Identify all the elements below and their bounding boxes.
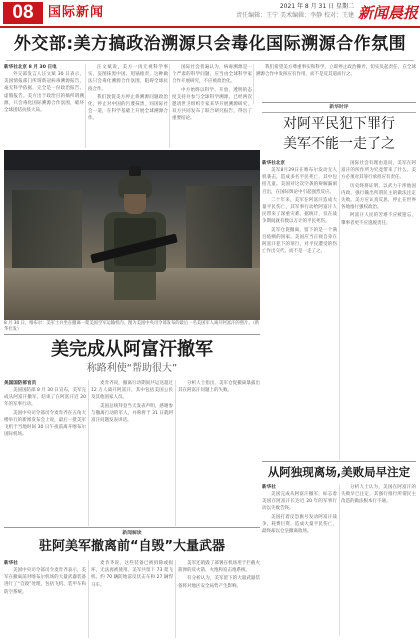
story2-paragraph: 美国总统拜登当天发表声明，感谢参与撤离行动的军人，并称将于 31 日就阿富汗问题发表讲话。 — [91, 403, 173, 424]
story4-column-2 — [91, 560, 173, 638]
story3-paragraph: 美国完成从阿富汗撤军，标志着美国在阿富汗长达近 20 年的军事行动以失败告终。 — [262, 492, 337, 512]
story3-headline: 从阿独现离场,美败局早注定 — [267, 465, 411, 479]
commentary-column-2 — [341, 160, 416, 460]
tag-rule — [262, 112, 416, 113]
commentary-headline-line1: 对阿平民犯下罪行 — [283, 116, 395, 132]
story2-column-2 — [91, 380, 173, 526]
lead-paragraph: 我们希望美方尊重事实和科学，立即停止政治操弄，切实负起责任，在全球溯源合作中发挥应有作用，而不是反其道而行之。 — [256, 65, 416, 78]
story2-byline: 美国国防部官员 — [4, 381, 37, 386]
section-divider — [262, 461, 416, 462]
commentary-headline-line2: 美军不能一走了之 — [283, 136, 395, 152]
column-divider — [88, 380, 89, 526]
lead-column-4 — [256, 64, 416, 102]
story3-paragraph: 美国打着反恐旗号发动阿富汗战争，耗费巨资，造成大量平民伤亡，最终却以仓皇撤离收场。 — [262, 514, 337, 535]
story3-paragraph: 分析人士认为，美国在阿富汗的失败早已注定，其强行推行所谓民主改造的做法根本行不通。 — [341, 485, 416, 505]
lead-byline: 新华社北京 8 月 30 日电 — [4, 65, 57, 70]
story4-paragraph: 麦肯齐说，这些装备已被拆除或损坏，无法再被使用。美军共留下 73 架飞机、约 70 辆防地雷反伏击车和 27 辆悍马车。 — [91, 561, 173, 588]
commentary-paragraph: 美军8月29日在喀布尔发动无人机袭击，造成多名平民死亡，其中包括儿童。美国对这次空袭的辩解漏洞百出，在国际舆论中引起强烈反应。 — [262, 168, 337, 195]
commentary-tag: 新华时评 — [329, 105, 349, 110]
page-header — [0, 0, 420, 26]
commentary-paragraph: 国际社会有理由追问，美军在阿富汗的所作所为究竟带来了什么。美方必须对其罪行承担应有责任。 — [341, 161, 416, 181]
section-divider — [4, 527, 260, 528]
story2-headline: 美完成从阿富汗撤军 — [51, 339, 213, 360]
column-divider — [175, 560, 176, 638]
commentary-paragraph: 历史终将证明，以武力干涉他国内政、强行输出所谓民主的做法注定失败。美方应认真反思，停止在世界各地推行强权政治。 — [341, 183, 416, 211]
story2-paragraph: 分析人士指出，美军仓促撤离暴露出其在阿富汗问题上的失败。 — [178, 381, 260, 394]
story2-column-1 — [4, 380, 86, 526]
column-divider — [253, 64, 254, 104]
lead-paragraph: 中方始终以科学、开放、透明的态度支持并参与全球科学溯源，已经两次邀请世卫组织专家来华开展溯源研究，双方共同发布了联合研究报告，得出了重要结论。 — [172, 87, 252, 122]
commentary-paragraph: 二十年来，美军在阿富汗造成大量平民伤亡，其军事行动给阿富汗人民带来了深重灾难。据统计，仅在战争期间就有数以万计的平民死伤。 — [262, 197, 337, 225]
page-number: 08 — [3, 2, 43, 24]
lead-headline: 外交部:美方搞政治溯源只会毒化国际溯源合作氛围 — [13, 34, 407, 54]
column-divider — [88, 560, 89, 638]
section-title: 国际新闻 — [48, 5, 105, 20]
story4-headline: 驻阿美军撤离前“自毁”大量武器 — [38, 539, 226, 554]
story4-byline: 新华社 — [4, 561, 18, 566]
section-divider — [262, 102, 416, 103]
lead-paragraph: 我们敦促美方停止将溯源问题政治化，停止对中国的污蔑抹黑，同国际社会一道，在科学基础上开展全球溯源合作。 — [88, 94, 168, 122]
story2-paragraph: 美国国防部 8 月 30 日宣布，美军完成从阿富汗撤军，结束了在阿富汗近 20 年的军事行动。 — [4, 388, 86, 408]
commentary-paragraph: 阿富汗人民的苦难不应被遗忘，肇事者更不应逃脱责任。 — [341, 213, 416, 226]
lead-paragraph: 外交部发言人汪文斌 30 日表示，美国情报部门所谓新冠病毒溯源报告，毫无科学依据，完全是一份政治报告、虚假报告。美方出于政治目的搞所谓溯源，只会毒化国际溯源合作氛围，破坏全球团结抗疫大局。 — [4, 72, 84, 114]
newspaper-logo: 新闻晨报 — [358, 4, 419, 22]
story3-byline: 新华社 — [262, 485, 276, 490]
lead-column-1 — [4, 64, 84, 148]
soldier-figure — [96, 172, 174, 300]
story2-paragraph: 美国中央司令部司令麦肯齐在五角大楼举行的新闻发布会上说，最后一批美军飞机于当地时间 30 日午夜前离开喀布尔国际机场。 — [4, 410, 86, 438]
lead-column-2 — [88, 64, 168, 148]
story4-paragraph: 有分析认为，美军留下的大量武器装备将对地区安全局势产生影响。 — [178, 576, 260, 589]
story4-paragraph: 美国中央司令部司令麦肯齐表示，美军在撤离前对喀布尔机场的大量武器装备进行了“自毁”处理，包括飞机、装甲车和防空系统。 — [4, 568, 86, 595]
section-divider — [4, 334, 260, 335]
story3-column-2 — [341, 484, 416, 636]
story3-column-1 — [262, 484, 337, 636]
commentary-byline: 新华社北京 — [262, 161, 285, 166]
lead-column-3 — [172, 64, 252, 148]
story2-paragraph: 麦肯齐说，撤离行动期间共运送超过 12 万人离开阿富汗，其中包括美国公民及其他国家人员。 — [91, 381, 173, 401]
story4-tag: 新闻解读 — [122, 531, 142, 536]
commentary-paragraph: 美军仓促撤离，留下的是一个满目疮痍的国家。美国应当正视自身在阿富汗犯下的罪行，对平民遭受的伤亡作出交代，而不是一走了之。 — [262, 227, 337, 255]
story2-subheadline: 称路利使“帮助很大” — [86, 363, 178, 374]
photo-caption: 8 月 30 日，喀布尔：美军士兵坐在撤离一架美国空军运输机内。图为美国中央司令部发布的最后一名美国军人离开阿富汗的照片。（新华社发） — [4, 321, 260, 332]
lead-paragraph: 国际社会普遍认为，病毒溯源是一个严肃的科学问题，应当由全球科学家合作开展研究，不应被政治化。 — [172, 65, 252, 85]
column-divider — [339, 484, 340, 636]
header-editors: 责任编辑：王宁 美术编辑：李静 校对：王建 — [236, 12, 354, 19]
header-rule — [0, 26, 420, 28]
story2-column-3 — [178, 380, 260, 526]
lead-rule — [6, 60, 414, 61]
story4-column-1 — [4, 560, 86, 638]
column-divider — [85, 64, 86, 148]
lead-paragraph: 汪文斌说，美方一再无视科学事实，妄图抹黑中国、甩锅推责，这种做法只会毒化溯源合作氛围，阻碍全球抗疫合作。 — [88, 65, 168, 92]
column-divider — [169, 64, 170, 148]
header-date: 2021 年 8 月 31 日 星期二 — [279, 3, 354, 10]
story4-column-3 — [178, 560, 260, 638]
column-divider — [175, 380, 176, 526]
story4-paragraph: 美军还销毁了部署在机场用于拦截火箭弹的反火箭、火炮和迫击炮系统。 — [178, 561, 260, 574]
commentary-column-1 — [262, 160, 337, 460]
news-photo — [4, 150, 260, 320]
column-divider — [339, 160, 340, 460]
